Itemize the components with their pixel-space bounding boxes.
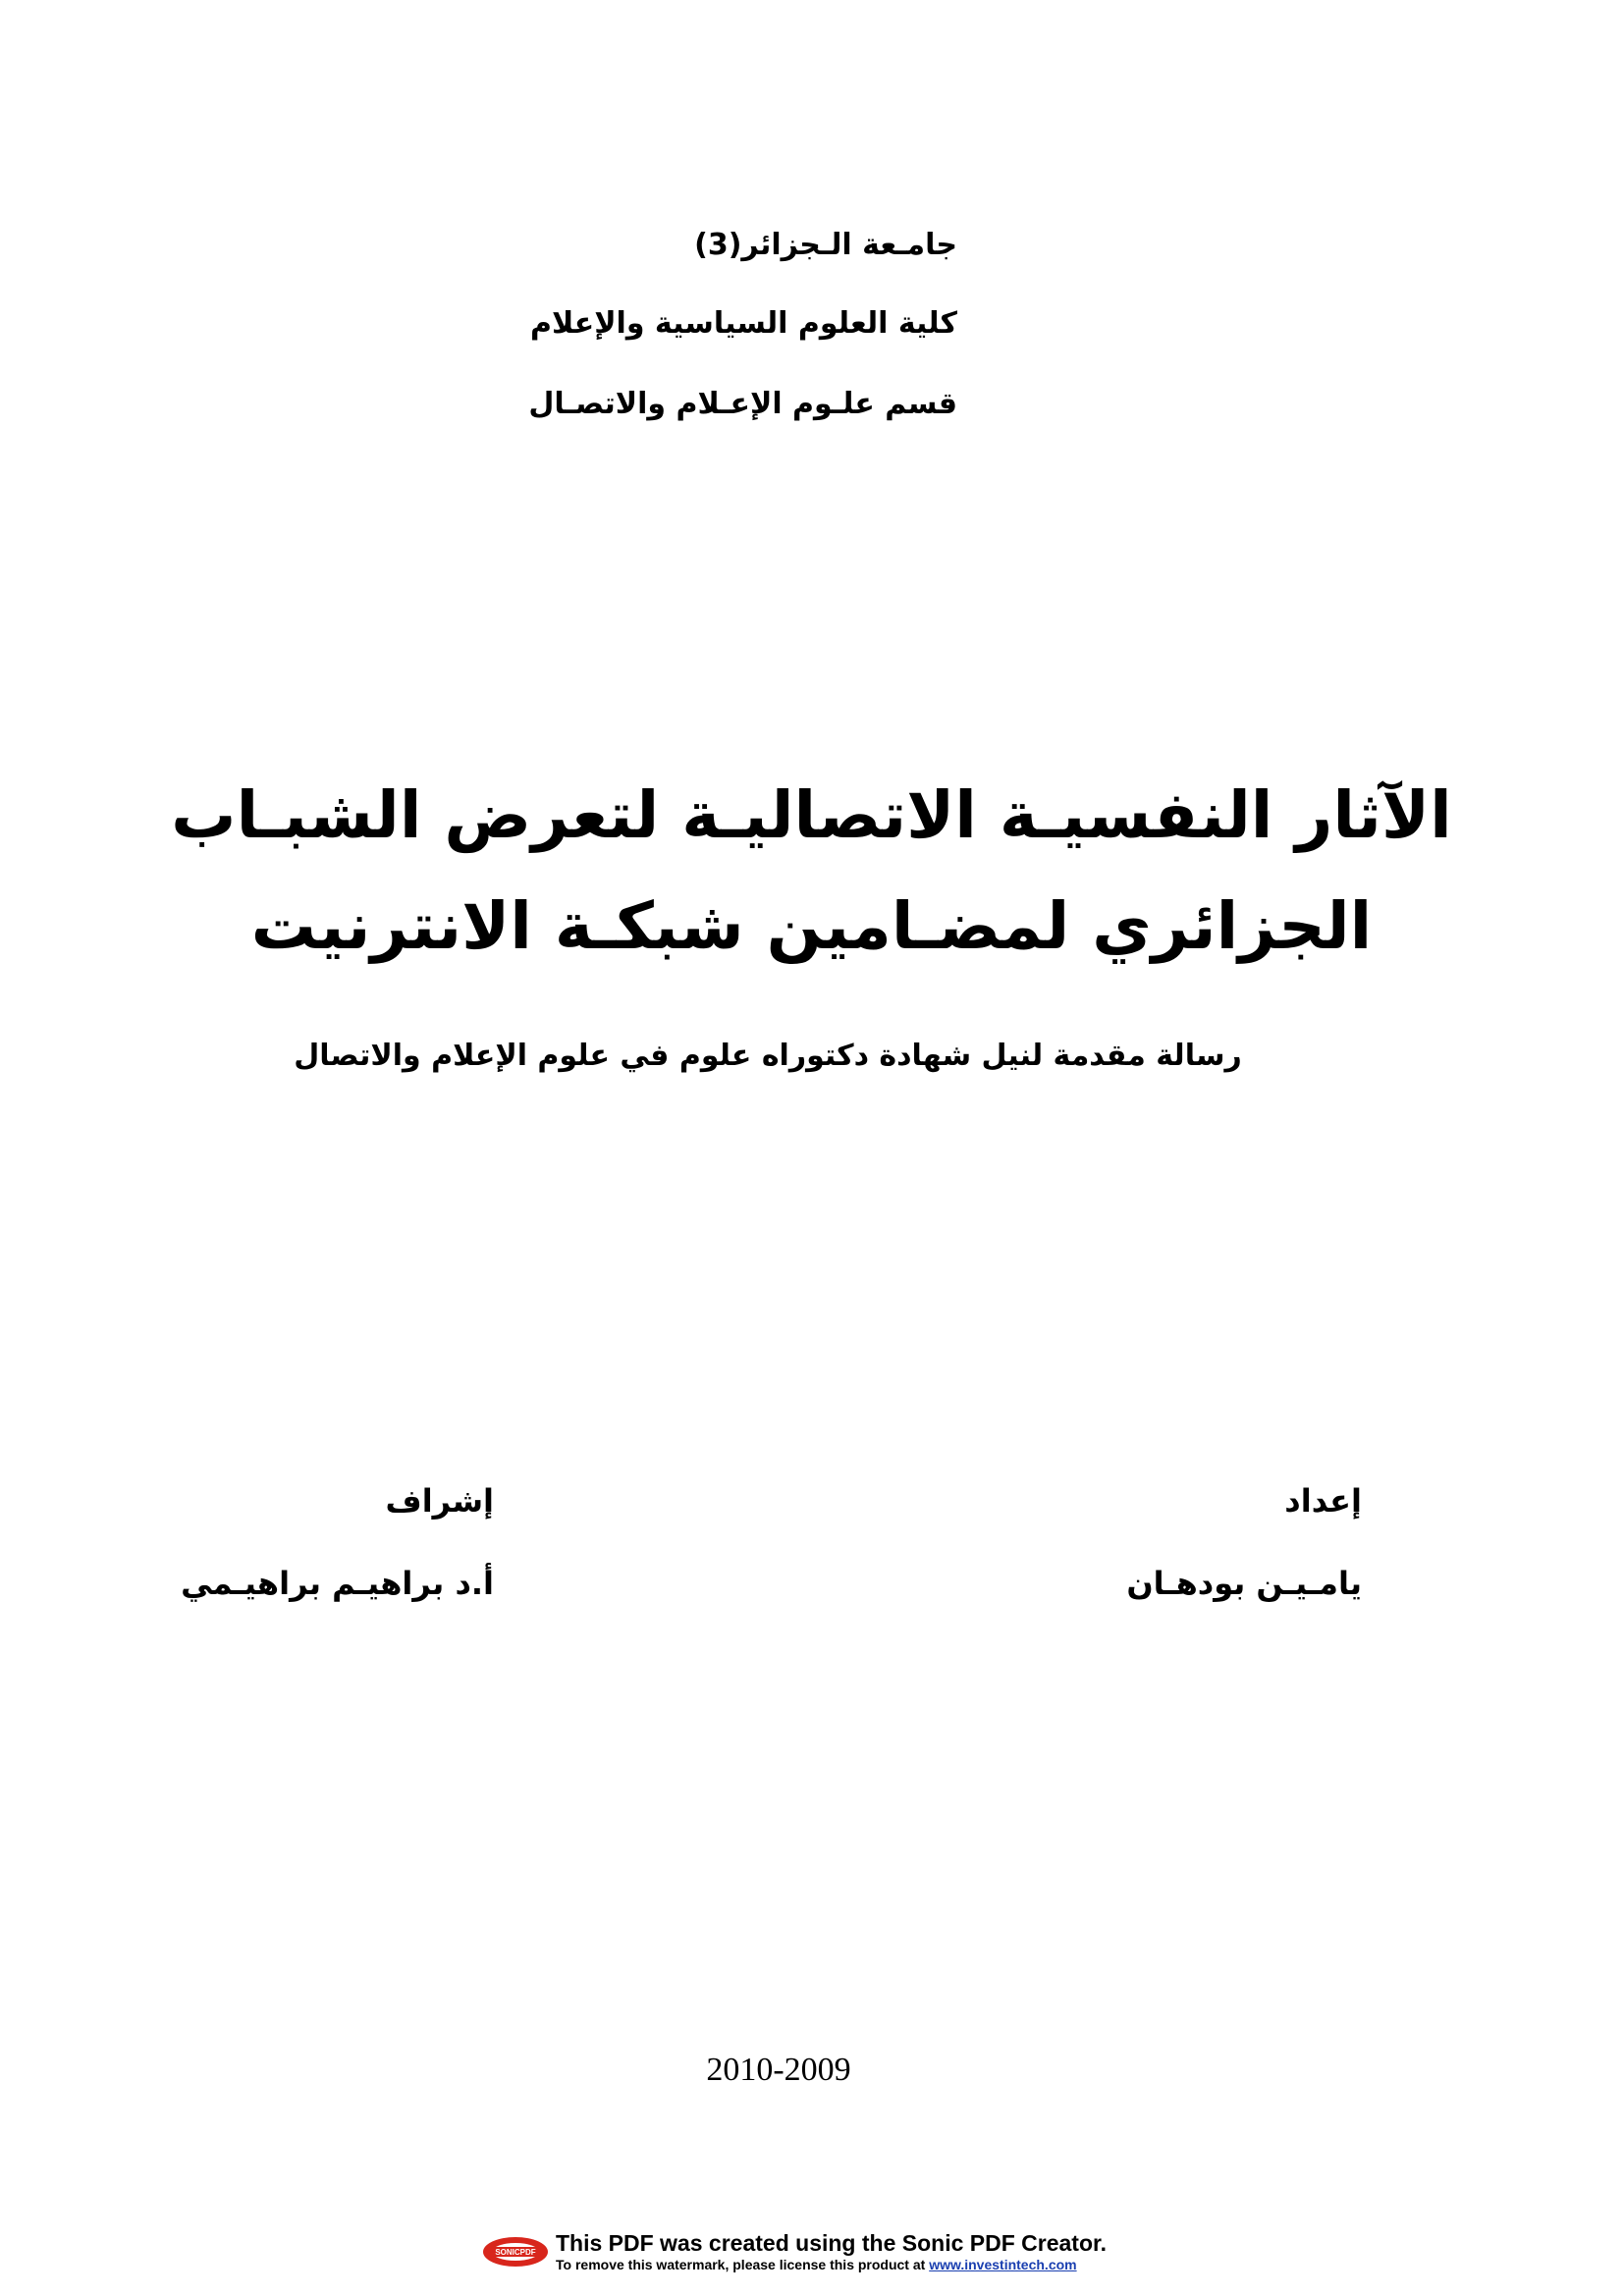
supervision-label: إشراف (385, 1482, 494, 1520)
thesis-title-line-2: الجزائري لمضـامين شبكـة الانترنيت (250, 888, 1373, 964)
pdf-watermark (481, 2230, 1168, 2279)
watermark-line-2-text: To remove this watermark, please license this product at (556, 2257, 930, 2272)
preparation-label: إعداد (1284, 1482, 1362, 1520)
thesis-title-line-1: الآثار النفسيـة الاتصاليـة لتعرض الشبـاب (171, 777, 1452, 853)
svg-text:SONICPDF: SONICPDF (495, 2248, 536, 2257)
faculty-name: كلية العلوم السياسية والإعلام (529, 306, 957, 341)
supervisor-name: أ.د براهيـم براهيـمي (181, 1565, 494, 1602)
watermark-line-1: This PDF was created using the Sonic PDF Creator. (556, 2230, 1108, 2256)
sonicpdf-logo-icon (481, 2234, 550, 2269)
author-name: يامـيـن بودهـان (1126, 1565, 1362, 1602)
department-name: قسم علـوم الإعـلام والاتصـال (528, 387, 957, 421)
watermark-line-2 (556, 2257, 1077, 2272)
investintech-link[interactable]: www.investintech.com (929, 2257, 1077, 2272)
academic-year: 2010-2009 (706, 2052, 851, 2088)
thesis-subtitle: رسالة مقدمة لنيل شهادة دكتوراه علوم في علوم الإعلام والاتصال (294, 1039, 1242, 1073)
university-name: جامـعة الـجزائر(3) (694, 228, 957, 262)
